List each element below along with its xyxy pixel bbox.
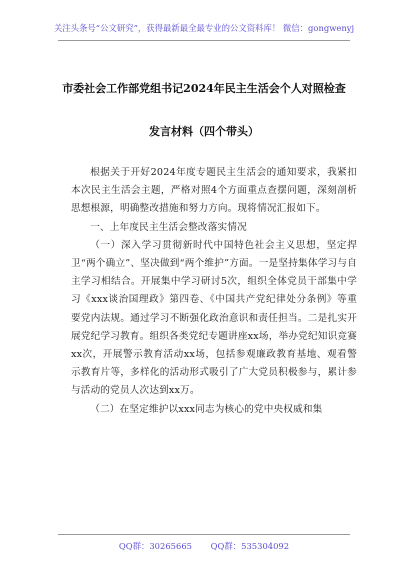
paragraph-intro: 根据关于开好2024年度专题民主生活会的通知要求，我紧扣本次民主生活会主题，严格对照4个方面重点查摆问题，深刻剖析思想根源，明确整改措施和努力方向。现将情况汇报如下。	[71, 167, 357, 215]
header-divider	[58, 40, 350, 41]
footer-qq-group-1: QQ群：30265665	[118, 541, 192, 551]
document-title-line-1: 市委社会工作部党组书记2024年民主生活会个人对照检查	[62, 82, 346, 95]
footer-note	[0, 540, 408, 552]
paragraph-item-2: （二）在坚定维护以xxx同志为核心的党中央权威和集	[90, 403, 323, 415]
document-body	[71, 164, 357, 419]
section-heading: 一、上年度民主生活会整改落实情况	[90, 221, 247, 233]
paragraph-item-1: （一）深入学习贯彻新时代中国特色社会主义思想，坚定捍卫“两个确立”、坚决做到“两个维护”方面。一是坚持集体学习与自主学习相结合。开展集中学习研讨5次，组织全体党员干部集中学习《xxx谈治国理政》第四卷、《中国共产党纪律处分条例》等重要党内法规。通过学习不断强化政治意识和责任担当。二是扎实开展党纪学习教育。组织各类党纪专题讲座xx场，举办党纪知识竞赛xx次，开展警示教育活动xx场，包括参观廉政教育基地、观看警示教育片等，多样化的活动形式吸引了广大党员积极参与，累计参与活动的党员人次达到xx万。	[71, 239, 357, 397]
footer-divider	[58, 534, 350, 535]
header-note: 关注头条号“公文研究”，获得最新最全最专业的公文资料库！ 微信：gongwenyj	[53, 23, 355, 33]
document-title-line-2: 发言材料（四个带头）	[149, 125, 259, 138]
footer-qq-group-2: QQ群：535304092	[210, 541, 290, 551]
